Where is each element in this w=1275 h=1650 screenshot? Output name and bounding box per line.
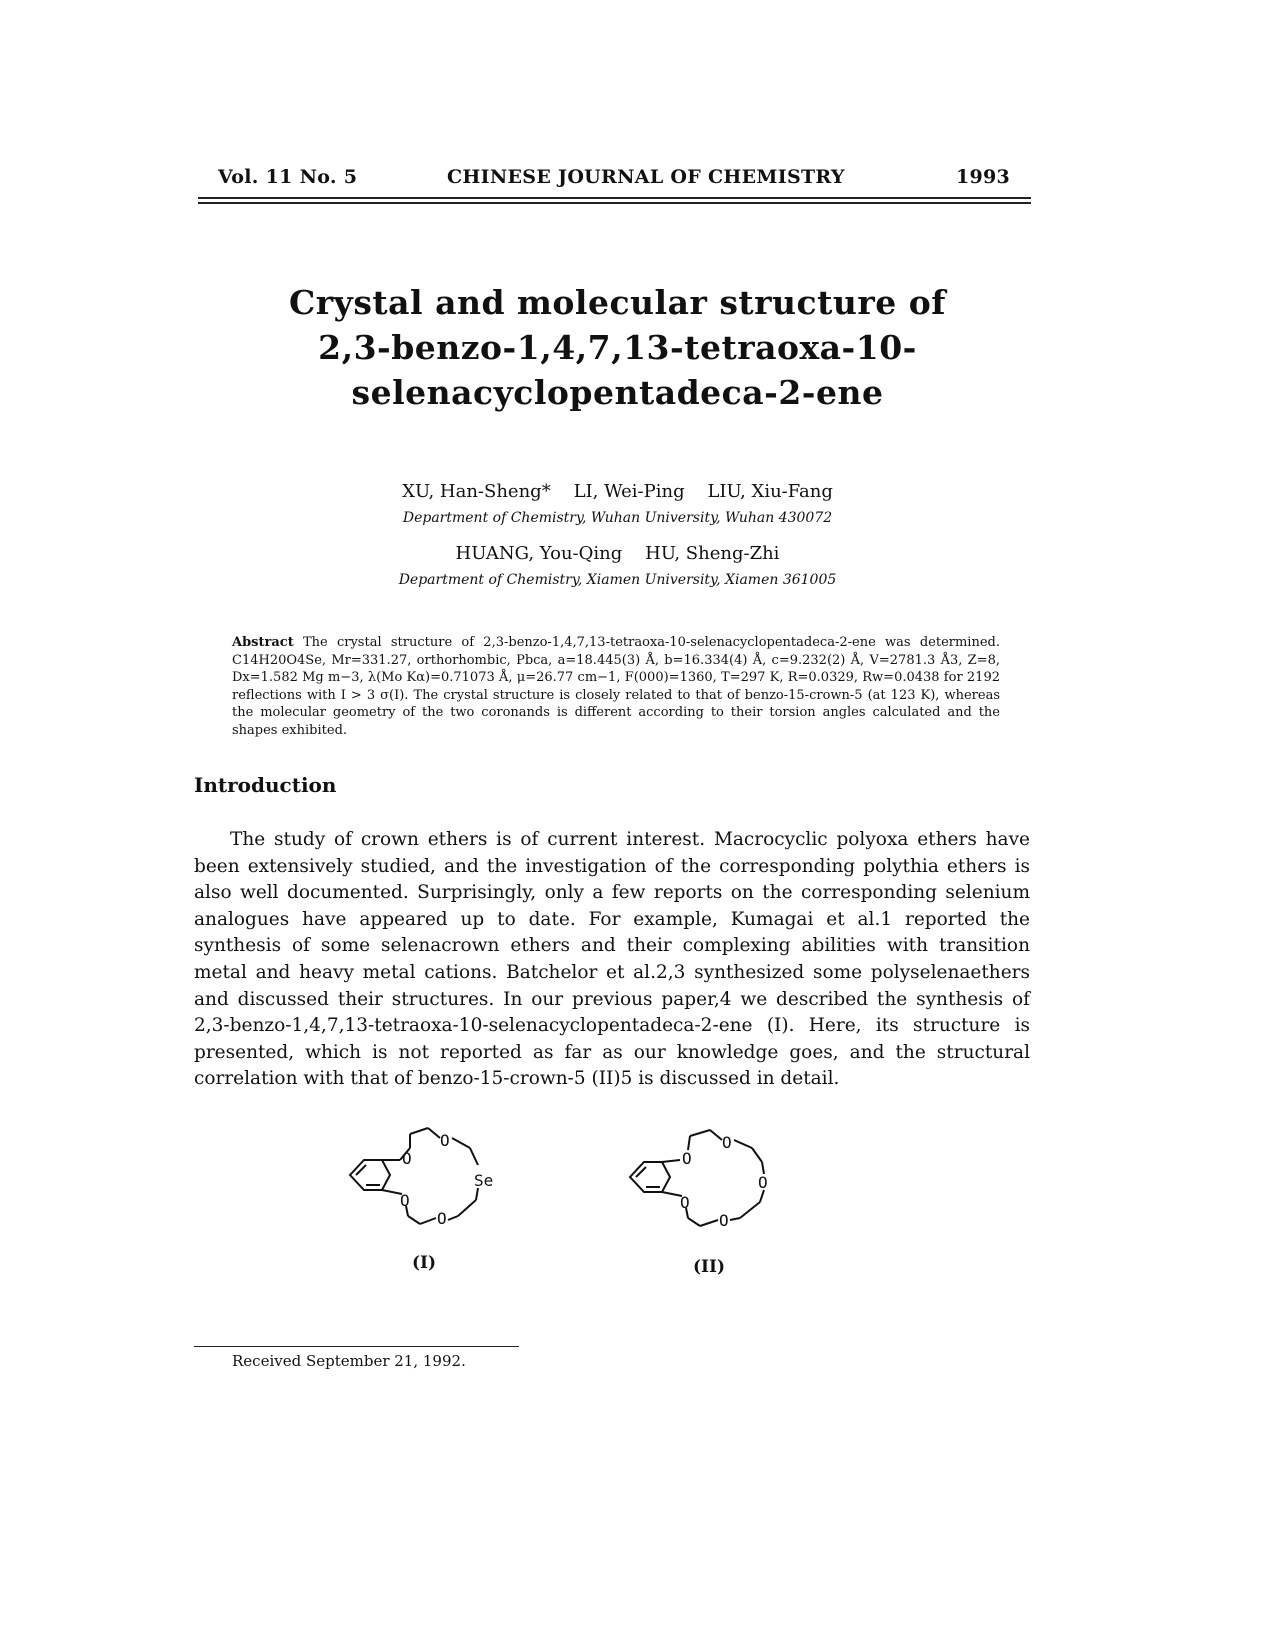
paper-title — [200, 280, 1035, 415]
abstract — [232, 634, 1000, 739]
ring-bond — [382, 1190, 402, 1194]
section-heading-introduction: Introduction — [194, 773, 337, 797]
author-group-2-affiliation: Department of Chemistry, Xiamen University, Xiamen 361005 — [398, 572, 837, 588]
title-line-3: selenacyclopentadeca-2-ene — [351, 373, 884, 412]
ring-bond — [740, 1202, 760, 1218]
ring-bond — [662, 1160, 680, 1162]
atom-label: O — [400, 1191, 410, 1210]
atom-label: O — [440, 1131, 450, 1150]
ring-bond — [428, 1128, 440, 1138]
author-group-1-names: XU, Han-Sheng* LI, Wei-Ping LIU, Xiu-Fang — [402, 481, 833, 502]
ring-bond — [752, 1148, 762, 1162]
atom-label: Se — [474, 1171, 494, 1190]
ring-bond — [458, 1200, 476, 1216]
ring-bond — [688, 1136, 690, 1150]
title-line-1: Crystal and molecular structure of — [289, 283, 946, 322]
author-group-2-names: HUANG, You-Qing HU, Sheng-Zhi — [455, 543, 780, 564]
atom-label: O — [758, 1173, 768, 1192]
abstract-text: The crystal structure of 2,3-benzo-1,4,7,13-tetraoxa-10-selenacyclopentadeca-2-ene was determined. C14H20O4Se, Mr=331.27, orthorhombic, Pbca, a=18.445(3) Å, b=16.334(4) Å, c=9.232(2) Å, V=2781.3 Å3, Z=8, Dx=1.582 Mg m−3, λ(Mo Kα)=0.71073 Å, μ=26.77 cm−1, F(000)=1360, T=297 K, R=0.0329, Rw=0.0438 for 2192 reflections with I > 3 σ(I). The crystal structure is closely related to that of benzo-15-crown-5 (at 123 K), whereas the molecular geometry of the two coronands is different according to their torsion angles calculated and the shapes exhibited. — [232, 635, 1000, 738]
ring-bond — [410, 1128, 428, 1134]
year: 1993 — [956, 166, 1011, 188]
structure-I-label: (I) — [412, 1253, 437, 1273]
ring-bond — [730, 1218, 740, 1220]
ring-bond — [452, 1138, 470, 1148]
title-line-2: 2,3-benzo-1,4,7,13-tetraoxa-10- — [318, 328, 917, 367]
ring-bond — [700, 1220, 718, 1226]
atom-label: O — [680, 1193, 690, 1212]
author-group-1-affiliation: Department of Chemistry, Wuhan University, Wuhan 430072 — [402, 510, 833, 526]
received-date-footnote: Received September 21, 1992. — [232, 1352, 466, 1370]
structure-I-diagram — [340, 1120, 520, 1240]
ring-bond — [662, 1192, 682, 1196]
ring-bond — [470, 1148, 478, 1165]
ring-bond — [690, 1130, 710, 1136]
volume-info: Vol. 11 No. 5 — [218, 166, 358, 188]
atom-label: O — [719, 1211, 729, 1230]
ring-bond — [710, 1130, 722, 1140]
ring-bond — [688, 1218, 700, 1226]
ring-bond — [420, 1218, 436, 1224]
journal-name: CHINESE JOURNAL OF CHEMISTRY — [447, 166, 845, 188]
atom-label: O — [682, 1149, 692, 1168]
intro-paragraph: The study of crown ethers is of current interest. Macrocyclic polyoxa ethers have been extensively studied, and the investigation of the corresponding polythia ethers is also well documented. Surprisingly, only a few reports on the corresponding selenium analogues have appeared up to date. For example, Kumagai et al.1 reported the synthesis of some selenacrown ethers and their complexing abilities with transition metal and heavy metal cations. Batchelor et al.2,3 synthesized some polyselenaethers and discussed their structures. In our previous paper,4 we described the synthesis of 2,3-benzo-1,4,7,13-tetraoxa-10-selenacyclopentadeca-2-ene (I). Here, its structure is presented, which is not reported as far as our knowledge goes, and the structural correlation with that of benzo-15-crown-5 (II)5 is discussed in detail. — [194, 829, 1030, 1090]
ring-bond — [734, 1140, 752, 1148]
abstract-label: Abstract — [232, 635, 294, 650]
structure-II-diagram — [622, 1122, 802, 1242]
atom-label: O — [402, 1149, 412, 1168]
atom-label: O — [437, 1209, 447, 1228]
footnote-rule — [194, 1346, 519, 1347]
ring-bond — [408, 1216, 420, 1224]
header-rule-top — [198, 197, 1031, 199]
structure-II-label: (II) — [693, 1257, 725, 1277]
ring-bond — [448, 1216, 458, 1220]
header-rule-bottom — [198, 202, 1031, 204]
atom-label: O — [722, 1133, 732, 1152]
